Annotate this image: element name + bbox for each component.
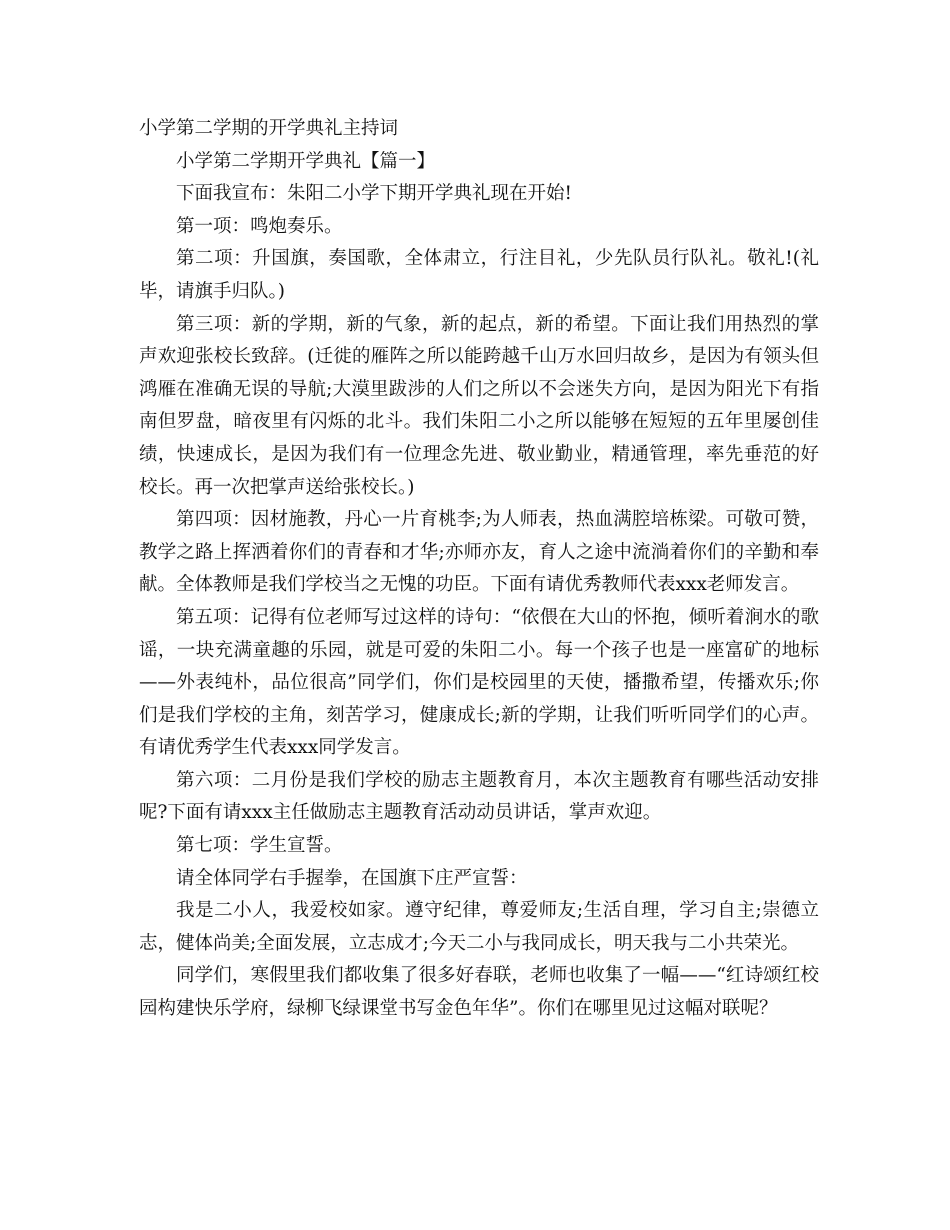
paragraph-item-6: 第六项：二月份是我们学校的励志主题教育月，本次主题教育有哪些活动安排呢?下面有请xxx主任做励志主题教育活动动员讲话，掌声欢迎。 [139, 769, 819, 824]
paragraph-oath-instruction: 请全体同学右手握拳，在国旗下庄严宣誓： [176, 867, 528, 889]
paragraph-oath-text: 我是二小人，我爱校如家。遵守纪律，尊爱师友;生活自理，学习自主;崇德立志，健体尚美;全面发展，立志成才;今天二小与我同成长，明天我与二小共荣光。 [139, 900, 819, 954]
paragraph-item-7: 第七项：学生宣誓。 [176, 835, 343, 857]
paragraph-item-4: 第四项：因材施教，丹心一片育桃李;为人师表，热血满腔培栋梁。可敬可赞，教学之路上挥洒着你们的青春和才华;亦师亦友，育人之途中流淌着你们的辛勤和奉献。全体教师是我们学校当之无愧的功臣。下面有请优秀教师代表xxx老师发言。 [139, 509, 819, 596]
paragraph-item-2: 第二项：升国旗，奏国歌，全体肃立，行注目礼，少先队员行队礼。敬礼!(礼毕，请旗手归队。) [139, 248, 819, 302]
document-title: 小学第二学期的开学典礼主持词 [139, 118, 399, 139]
paragraph-item-1: 第一项：鸣炮奏乐。 [176, 215, 343, 237]
document-body [139, 113, 819, 1026]
paragraph-opening-announcement: 下面我宣布：朱阳二小学下期开学典礼现在开始! [176, 183, 572, 205]
paragraph-couplet: 同学们，寒假里我们都收集了很多好春联，老师也收集了一幅——“红诗颂红校园构建快乐学府，绿柳飞绿课堂书写金色年华”。你们在哪里见过这幅对联呢？ [139, 965, 819, 1020]
paragraph-section-heading: 小学第二学期开学典礼【篇一】 [176, 150, 436, 172]
paragraph-item-3: 第三项：新的学期，新的气象，新的起点，新的希望。下面让我们用热烈的掌声欢迎张校长致辞。(迁徙的雁阵之所以能跨越千山万水回归故乡，是因为有领头但鸿雁在准确无误的导航;大漠里跋涉的人们之所以不会迷失方向，是因为阳光下有指南但罗盘，暗夜里有闪烁的北斗。我们朱阳二小之所以能够在短短的五年里屡创佳绩，快速成长，是因为我们有一位理念先进、敬业勤业，精通管理，率先垂范的好校长。再一次把掌声送给张校长。) [139, 313, 819, 498]
paragraph-item-5: 第五项：记得有位老师写过这样的诗句：“依偎在大山的怀抱，倾听着涧水的歌谣，一块充满童趣的乐园，就是可爱的朱阳二小。每一个孩子也是一座富矿的地标——外表纯朴，品位很高”同学们，你们是校园里的天使，播撒希望，传播欢乐;你们是我们学校的主角，刻苦学习，健康成长;新的学期，让我们听听同学们的心声。有请优秀学生代表xxx同学发言。 [139, 606, 819, 759]
